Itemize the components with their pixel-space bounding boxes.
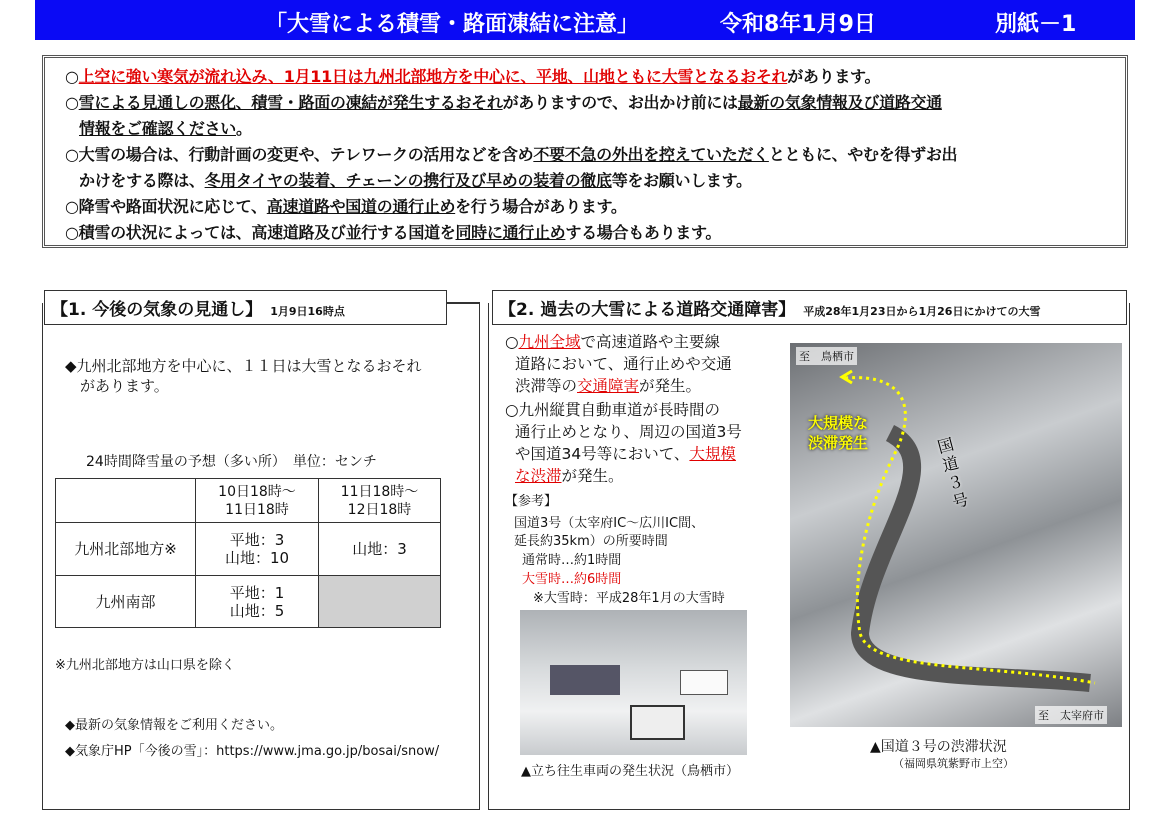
annex-label: 別紙－1	[995, 12, 1077, 37]
congestion-route-line	[790, 343, 1122, 727]
notice-5: ○積雪の状況によっては、高速道路及び並行する国道を同時に通行止めする場合もあります。	[65, 223, 722, 242]
forecast-text: ◆九州北部地方を中心に、１１日は大雪となるおそれ	[65, 357, 422, 375]
col-header: 10日18時～ 11日18時	[196, 479, 319, 523]
notice-3: ○大雪の場合は、行動計画の変更や、テレワークの活用などを含め不要不急の外出を控えていただくとともに、やむを得ずお出	[65, 145, 958, 164]
aerial-congestion-photo	[790, 343, 1122, 727]
photo2-caption: ▲国道３号の渋滞状況	[870, 739, 1007, 755]
notice-4: ○降雪や路面状況に応じて、高速道路や国道の通行止めを行う場合があります。	[65, 197, 627, 216]
forecast-panel-title: 【1. 今後の気象の見通し】 1月9日16時点	[44, 290, 447, 325]
stranded-vehicles-photo	[520, 610, 747, 755]
table-row: 九州北部地方※ 平地：3 山地：10 山地：3	[56, 523, 441, 576]
jma-link[interactable]: ◆気象庁HP「今後の雪」：https://www.jma.go.jp/bosai/snow/	[65, 744, 440, 759]
table-note: ※九州北部地方は山口県を除く	[55, 658, 235, 673]
forecast-text-cont: があります。	[80, 377, 169, 395]
photo1-caption: ▲立ち往生車両の発生状況（鳥栖市）	[521, 764, 739, 779]
table-row: 九州南部 平地：1 山地：5	[56, 576, 441, 628]
header-bar	[35, 0, 1135, 40]
notice-2: ○雪による見通しの悪化、積雪・路面の凍結が発生するおそれがありますので、お出かけ前には最新の気象情報及び道路交通	[65, 93, 942, 112]
document-date: 令和8年1月9日	[720, 12, 876, 37]
document-title: 「大雪による積雪・路面凍結に注意」	[265, 12, 640, 37]
table-caption: 24時間降雪量の予想（多い所） 単位：センチ	[86, 454, 377, 470]
info-text: ◆最新の気象情報をご利用ください。	[65, 718, 283, 733]
notice-2-cont: 情報をご確認ください。	[79, 119, 252, 138]
notice-1: ○上空に強い寒気が流れ込み、1月11日は九州北部地方を中心に、平地、山地ともに大雪となるおそれがあります。	[65, 67, 881, 86]
photo2-subcaption: （福岡県筑紫野市上空）	[893, 757, 1014, 770]
col-header: 11日18時～ 12日18時	[319, 479, 441, 523]
notice-box	[42, 55, 1128, 248]
panel-divider	[447, 302, 480, 304]
to-dazaifu-label: 至 太宰府市	[1035, 706, 1107, 724]
past-incidents-title: 【2. 過去の大雪による道路交通障害】 平成28年1月23日から1月26日にかけての大雪	[492, 290, 1127, 325]
to-tosu-label: 至 鳥栖市	[796, 347, 857, 365]
congestion-label: 大規模な 渋滞発生	[808, 414, 869, 452]
notice-3-cont: かけをする際は、冬用タイヤの装着、チェーンの携行及び早めの装着の徹底等をお願いします。	[79, 171, 752, 190]
route-label: 国道３号	[935, 434, 971, 513]
snowfall-table	[55, 478, 441, 628]
